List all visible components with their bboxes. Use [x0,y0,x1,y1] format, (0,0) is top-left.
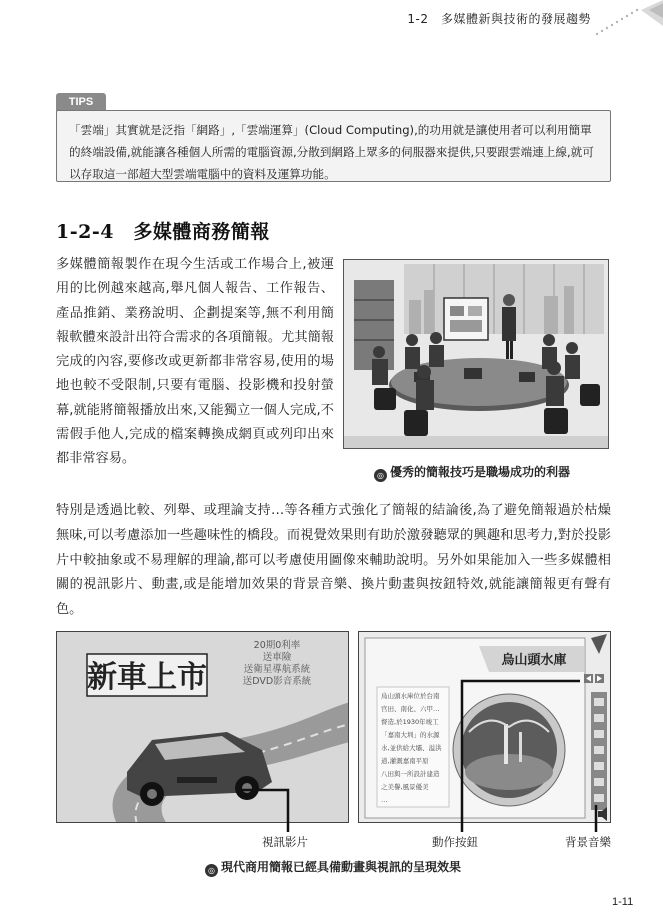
reservoir-line-3: 督造,於1930年竣工 [381,718,439,726]
reservoir-line-5: 水,並供給大壩、溢洪 [381,744,442,752]
car-slide-title: 新車上市 [87,660,207,695]
paragraph-2: 特別是透過比較、列舉、或理論支持…等各種方式強化了簡報的結論後,為了避免簡報過於枯燥無味,可以考慮添加一些趣味性的橋段。而視覺效果則有助於激發聽眾的興趣和思考力,對於投影片中較抽象或不易理解的理論,都可以考慮使用圖像來輔助說明。另外如果能加入一些多媒體相關的視訊影片、動畫,或是能增加效果的背景音樂、換片動畫與按鈕特效,就能讓簡報更有聲有色。 [56,503,611,618]
reservoir-line-7: 八田與一所設計建造 [381,770,440,778]
label-background-music: 背景音樂 [565,835,611,849]
reservoir-line-2: 官田、南化、六甲… [381,705,440,713]
car-slide-line-3: 送衛星導航系統 [243,664,311,675]
reservoir-slide-title: 烏山頭水庫 [501,653,567,668]
label-video: 視訊影片 [262,835,308,849]
tips-tag: TIPS [56,93,106,111]
tips-text: 「雲端」其實就是泛指「網路」,「雲端運算」(Cloud Computing),的功用就是讓使用者可以利用簡單的終端設備,就能讓各種個人所需的電腦資源,分散到網路上眾多的伺服器來提供,只要跟雲端連上線,就可以存取這一部超大型雲端電腦中的資料及運算功能。 [69,123,594,181]
figure1-caption-text: 優秀的簡報技巧是職場成功的利器 [390,465,571,479]
page-number: 1-11 [612,896,634,908]
section-title: 1-2-4 多媒體商務簡報 [56,221,270,243]
reservoir-line-6: 道,灌溉嘉南平原 [381,757,429,765]
caption-icon: ◎ [374,469,387,482]
car-slide-line-4: 送DVD影音系統 [242,676,312,687]
figure2-caption [205,858,461,877]
label-action-button: 動作按鈕 [432,835,478,849]
caption-icon-2: ◎ [205,864,218,877]
reservoir-line-1: 烏山頭水庫位於台南 [381,692,440,700]
reservoir-line-9: … [381,796,388,804]
reservoir-line-8: 之美譽,風景優美 [381,783,429,791]
figure2-caption-text: 現代商用簡報已經具備動畫與視訊的呈現效果 [221,860,462,874]
paragraph-1: 多媒體簡報製作在現今生活或工作場合上,被運用的比例越來越高,舉凡個人報告、工作報告、產品推銷、業務說明、企劃提案等,無不利用簡報軟體來設計出符合需求的各項簡報。尤其簡報完成的內容,要修改或更新都非常容易,使用的場地也較不受限制,只要有電腦、投影機和投射螢幕,就能將簡報播放出來,又能獨立一個人完成,不需假手他人,完成的檔案轉換成網頁或列印出來都非常容易。 [56,257,334,467]
car-slide-line-2: 送車險 [262,652,292,663]
reservoir-line-4: 「嘉南大圳」的水源 [381,731,440,739]
running-head: 1-2 多媒體新與技術的發展趨勢 [407,12,591,26]
car-slide-line-1: 20期0利率 [253,640,301,651]
